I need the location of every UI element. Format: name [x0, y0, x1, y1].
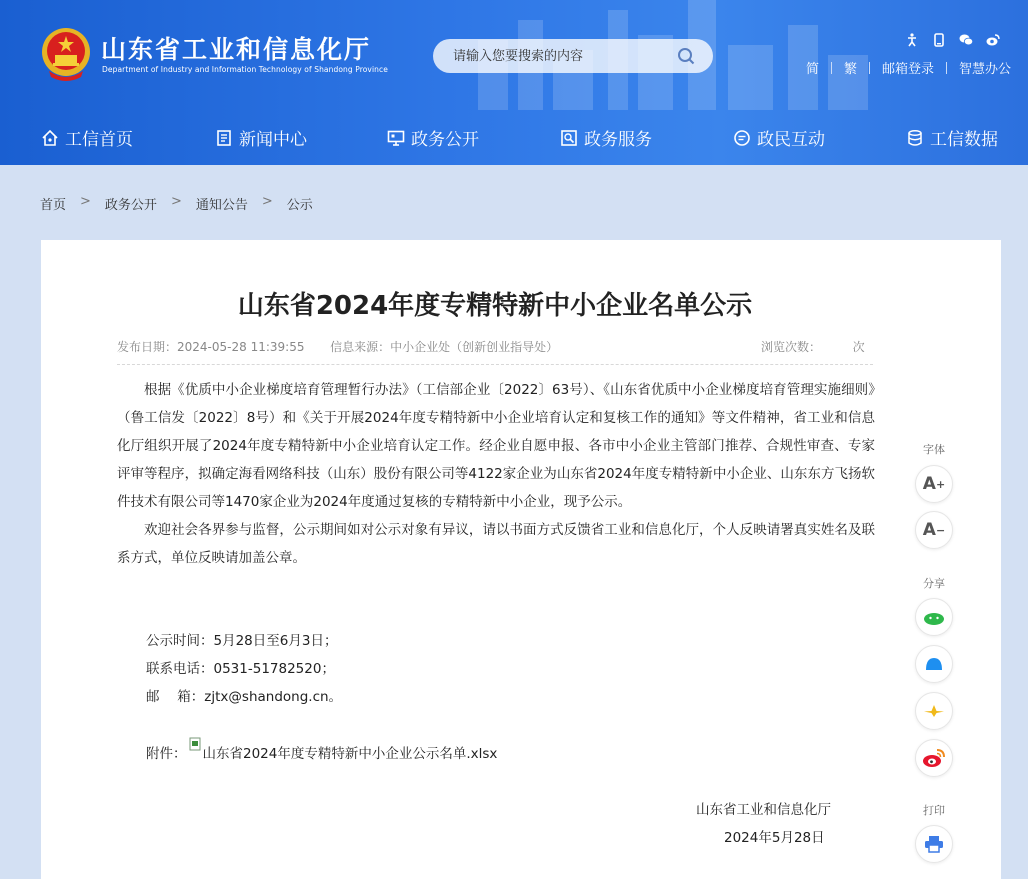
nav-label: 工信首页 — [65, 130, 133, 150]
nav-item-interaction[interactable] — [733, 110, 825, 165]
wechat-icon[interactable] — [959, 32, 973, 46]
attachment-label: 附件： — [146, 746, 187, 762]
nav-item-gov-services[interactable] — [560, 110, 652, 165]
traditional-chinese-link[interactable]: 繁 — [844, 62, 858, 77]
divider — [869, 62, 870, 74]
breadcrumb — [40, 194, 313, 213]
service-icon — [560, 129, 578, 147]
breadcrumb-publicity[interactable]: 公示 — [286, 198, 313, 213]
nav-label: 政民互动 — [757, 130, 825, 150]
attachment-link[interactable]: 山东省2024年度专精特新中小企业公示名单.xlsx — [202, 746, 498, 762]
views-label: 浏览次数： — [761, 340, 822, 354]
qzone-share-icon — [923, 704, 945, 718]
printer-icon — [924, 835, 944, 853]
print-label: 打印 — [923, 804, 945, 817]
mail-login-link[interactable]: 邮箱登录 — [882, 62, 935, 77]
excel-file-icon — [189, 737, 201, 751]
minus-icon: − — [935, 523, 946, 537]
search-box — [433, 39, 713, 73]
site-title[interactable]: 山东省工业和信息化厅 — [101, 35, 372, 64]
search-input[interactable] — [453, 39, 673, 73]
qq-share-icon — [924, 656, 944, 672]
nav-item-data[interactable] — [906, 110, 998, 165]
site-header — [0, 0, 1028, 110]
share-qzone-button[interactable] — [915, 692, 953, 730]
nav-item-gov-affairs[interactable] — [387, 110, 479, 165]
signature-date: 2024年5月28日 — [724, 830, 825, 846]
breadcrumb-separator: > — [80, 194, 91, 209]
contact-email: 邮 箱：zjtx@shandong.cn。 — [146, 689, 343, 705]
divider — [946, 62, 947, 74]
plus-icon: + — [935, 477, 946, 491]
nav-label: 工信数据 — [930, 130, 998, 150]
share-label: 分享 — [923, 577, 945, 590]
font-decrease-button[interactable] — [915, 511, 953, 549]
source-value: 中小企业处（创新创业指导处） — [390, 340, 559, 354]
chat-icon — [733, 129, 751, 147]
breadcrumb-notices[interactable]: 通知公告 — [195, 198, 248, 213]
nav-label: 政务服务 — [584, 130, 652, 150]
source-label: 信息来源： — [330, 340, 391, 354]
news-icon — [215, 129, 233, 147]
publish-date: 2024-05-28 11:39:55 — [177, 340, 305, 354]
main-nav — [0, 110, 1028, 165]
article-body — [117, 376, 875, 572]
breadcrumb-gov-affairs[interactable]: 政务公开 — [104, 198, 157, 213]
monitor-icon — [387, 129, 405, 147]
accessibility-icon[interactable] — [905, 32, 919, 46]
nav-item-news[interactable] — [215, 110, 307, 165]
share-weibo-button[interactable] — [915, 739, 953, 777]
divider — [831, 62, 832, 74]
nav-item-home[interactable] — [41, 110, 133, 165]
share-wechat-button[interactable] — [915, 598, 953, 636]
date-label: 发布日期： — [117, 340, 178, 354]
top-links — [806, 58, 1011, 77]
nav-label: 新闻中心 — [239, 130, 307, 150]
attachment-row — [146, 742, 497, 762]
paragraph: 根据《优质中小企业梯度培育管理暂行办法》（工信部企业〔2022〕63号）、《山东省优质中小企业梯度培育管理实施细则》（鲁工信发〔2022〕8号）和《关于开展2024年度专精特新中小企业培育认定和复核工作的通知》等文件精神，省工业和信息化厅组织开展了2024年度专精特新中小企业培育认定工作。经企业自愿申报、各市中小企业主管部门推荐、合规性审查、专家评审等程序，拟确定海看网络科技（山东）股份有限公司等4122家企业为山东省2024年度专精特新中小企业、山东东方飞扬软件技术有限公司等1470家企业为2024年度通过复核的专精特新中小企业，现予公示。 — [117, 382, 875, 510]
home-icon — [41, 129, 59, 147]
font-increase-button[interactable] — [915, 465, 953, 503]
database-icon — [906, 129, 924, 147]
site-subtitle: Department of Industry and Information Technology of Shandong Province — [102, 65, 388, 74]
font-label: 字体 — [923, 443, 945, 456]
print-button[interactable] — [915, 825, 953, 863]
paragraph: 欢迎社会各界参与监督，公示期间如对公示对象有异议，请以书面方式反馈省工业和信息化厅，个人反映请署真实姓名及联系方式，单位反映请加盖公章。 — [117, 522, 875, 566]
font-decrease-glyph: A — [922, 520, 936, 540]
article-meta — [117, 338, 865, 355]
nav-label: 政务公开 — [411, 130, 479, 150]
weibo-share-icon — [922, 748, 946, 768]
contact-phone: 联系电话：0531-51782520； — [146, 661, 335, 677]
meta-divider — [117, 364, 873, 366]
font-increase-glyph: A — [922, 474, 936, 494]
share-qq-button[interactable] — [915, 645, 953, 683]
search-icon[interactable] — [677, 47, 695, 65]
mobile-icon[interactable] — [932, 32, 946, 46]
simplified-chinese-link[interactable]: 简 — [806, 62, 820, 77]
views-unit: 次 — [852, 340, 865, 354]
national-emblem-icon — [41, 27, 91, 81]
breadcrumb-home[interactable]: 首页 — [40, 198, 67, 213]
breadcrumb-separator: > — [261, 194, 273, 209]
view-count — [761, 338, 865, 355]
article-title: 山东省2024年度专精特新中小企业名单公示 — [237, 291, 753, 321]
signature-org: 山东省工业和信息化厅 — [696, 802, 831, 818]
top-icon-bar — [905, 32, 1000, 48]
wechat-share-icon — [923, 609, 945, 625]
breadcrumb-separator: > — [170, 194, 182, 209]
publicity-period: 公示时间：5月28日至6月3日； — [146, 633, 338, 649]
smart-office-link[interactable]: 智慧办公 — [959, 62, 1012, 77]
weibo-icon[interactable] — [986, 32, 1000, 46]
